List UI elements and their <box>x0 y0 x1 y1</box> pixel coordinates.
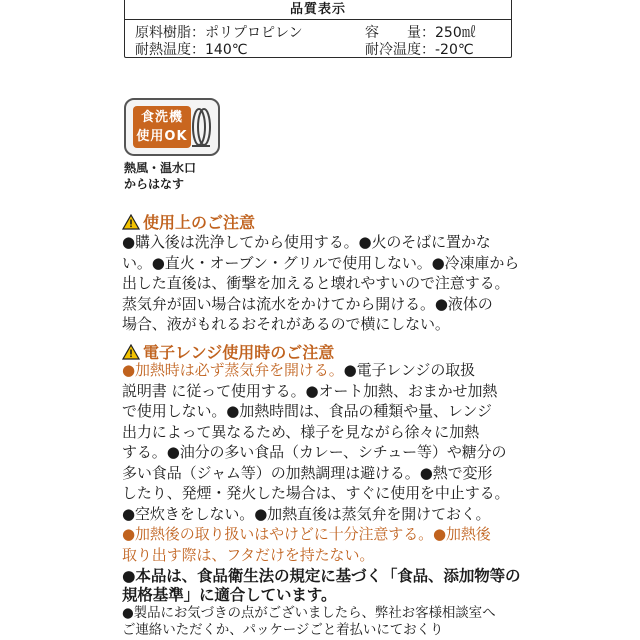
text-line: 多い食品（ジャム等）の加熱調理は避ける。●熱で変形 <box>122 463 493 482</box>
text-line: 規格基準」に適合しています。 <box>122 586 337 604</box>
badge-caption-line1: 熱風・温水口 <box>124 161 197 175</box>
microwave-caution-text <box>122 360 522 565</box>
food-sanitation-notice <box>122 567 522 605</box>
text-line: ●製品にお気づきの点がございましたら、弊社お客様相談室へ <box>122 605 496 621</box>
cold-resistance-text: 耐冷温度：-20℃ <box>365 42 474 58</box>
text-line: したり、発煙・発火した場合は、すぐに使用を中止する。 <box>122 484 510 502</box>
text-line: ●購入後は洗浄してから使用する。●火のそばに置かな <box>122 233 491 251</box>
dishwasher-label <box>133 106 191 148</box>
text-line <box>122 360 522 381</box>
dish-rack-icon <box>190 106 212 148</box>
usage-caution-heading <box>122 210 255 233</box>
text-line: 出した直後は、衝撃を加えると壊れやすいので注意する。 <box>122 274 510 292</box>
material-text: 原料樹脂：ポリプロピレン <box>135 25 303 41</box>
badge-line1: 食洗機 <box>140 110 183 125</box>
highlight-text: ●加熱時は必ず蒸気弁を開ける。 <box>122 361 344 379</box>
text-line <box>122 524 522 545</box>
text-line: ●本品は、食品衛生法の規定に基づく「食品、添加物等の <box>122 567 521 585</box>
badge-caption <box>124 160 196 192</box>
warning-icon <box>122 344 140 360</box>
text-line: ご連絡いただくか、パッケージごと着払いにておくり <box>122 622 444 638</box>
text-line: ●空炊きをしない。●加熱直後は蒸気弁を開けておく。 <box>122 504 491 523</box>
text-line: で使用しない。●加熱時間は、食品の種類や量、レンジ <box>122 402 492 420</box>
heat-resistance-text: 耐熱温度：140℃ <box>135 42 248 58</box>
badge-caption-line2: からはなす <box>124 177 185 191</box>
text-line: 蒸気弁が固い場合は流水をかけてから開ける。●液体の <box>122 294 493 313</box>
customer-service-notice <box>122 605 522 639</box>
microwave-caution-title: 電子レンジ使用時のご注意 <box>143 343 335 362</box>
text-line: する。●油分の多い食品（カレー、シチュー等）や糖分の <box>122 443 507 461</box>
capacity-text: 容 量：250㎖ <box>365 25 476 41</box>
plain-text: ●電子レンジの取扱 <box>343 361 476 379</box>
text-line: 場合、液がもれるおそれがあるので横にしない。 <box>122 315 450 333</box>
usage-caution-title: 使用上のご注意 <box>143 213 256 232</box>
badge-line2: 使用OK <box>136 129 188 144</box>
text-line: い。●直火・オーブン・グリルで使用しない。●冷凍庫から <box>122 253 520 272</box>
quality-title: 品質表示 <box>125 1 511 20</box>
dishwasher-ok-badge <box>124 98 220 156</box>
warning-icon <box>122 214 140 230</box>
highlight-text: ●加熱後の取り扱いはやけどに十分注意する。 <box>122 525 433 543</box>
text-line: 出力によって異なるため、様子を見ながら徐々に加熱 <box>122 422 480 441</box>
usage-caution-text <box>122 232 522 335</box>
quality-label-box <box>124 0 512 58</box>
text-line: 取り出す際は、フタだけを持たない。 <box>122 545 375 564</box>
text-line: 説明書 に従って使用する。●オート加熱、おまかせ加熱 <box>122 381 498 400</box>
highlight-text: ●加熱後 <box>433 525 491 543</box>
